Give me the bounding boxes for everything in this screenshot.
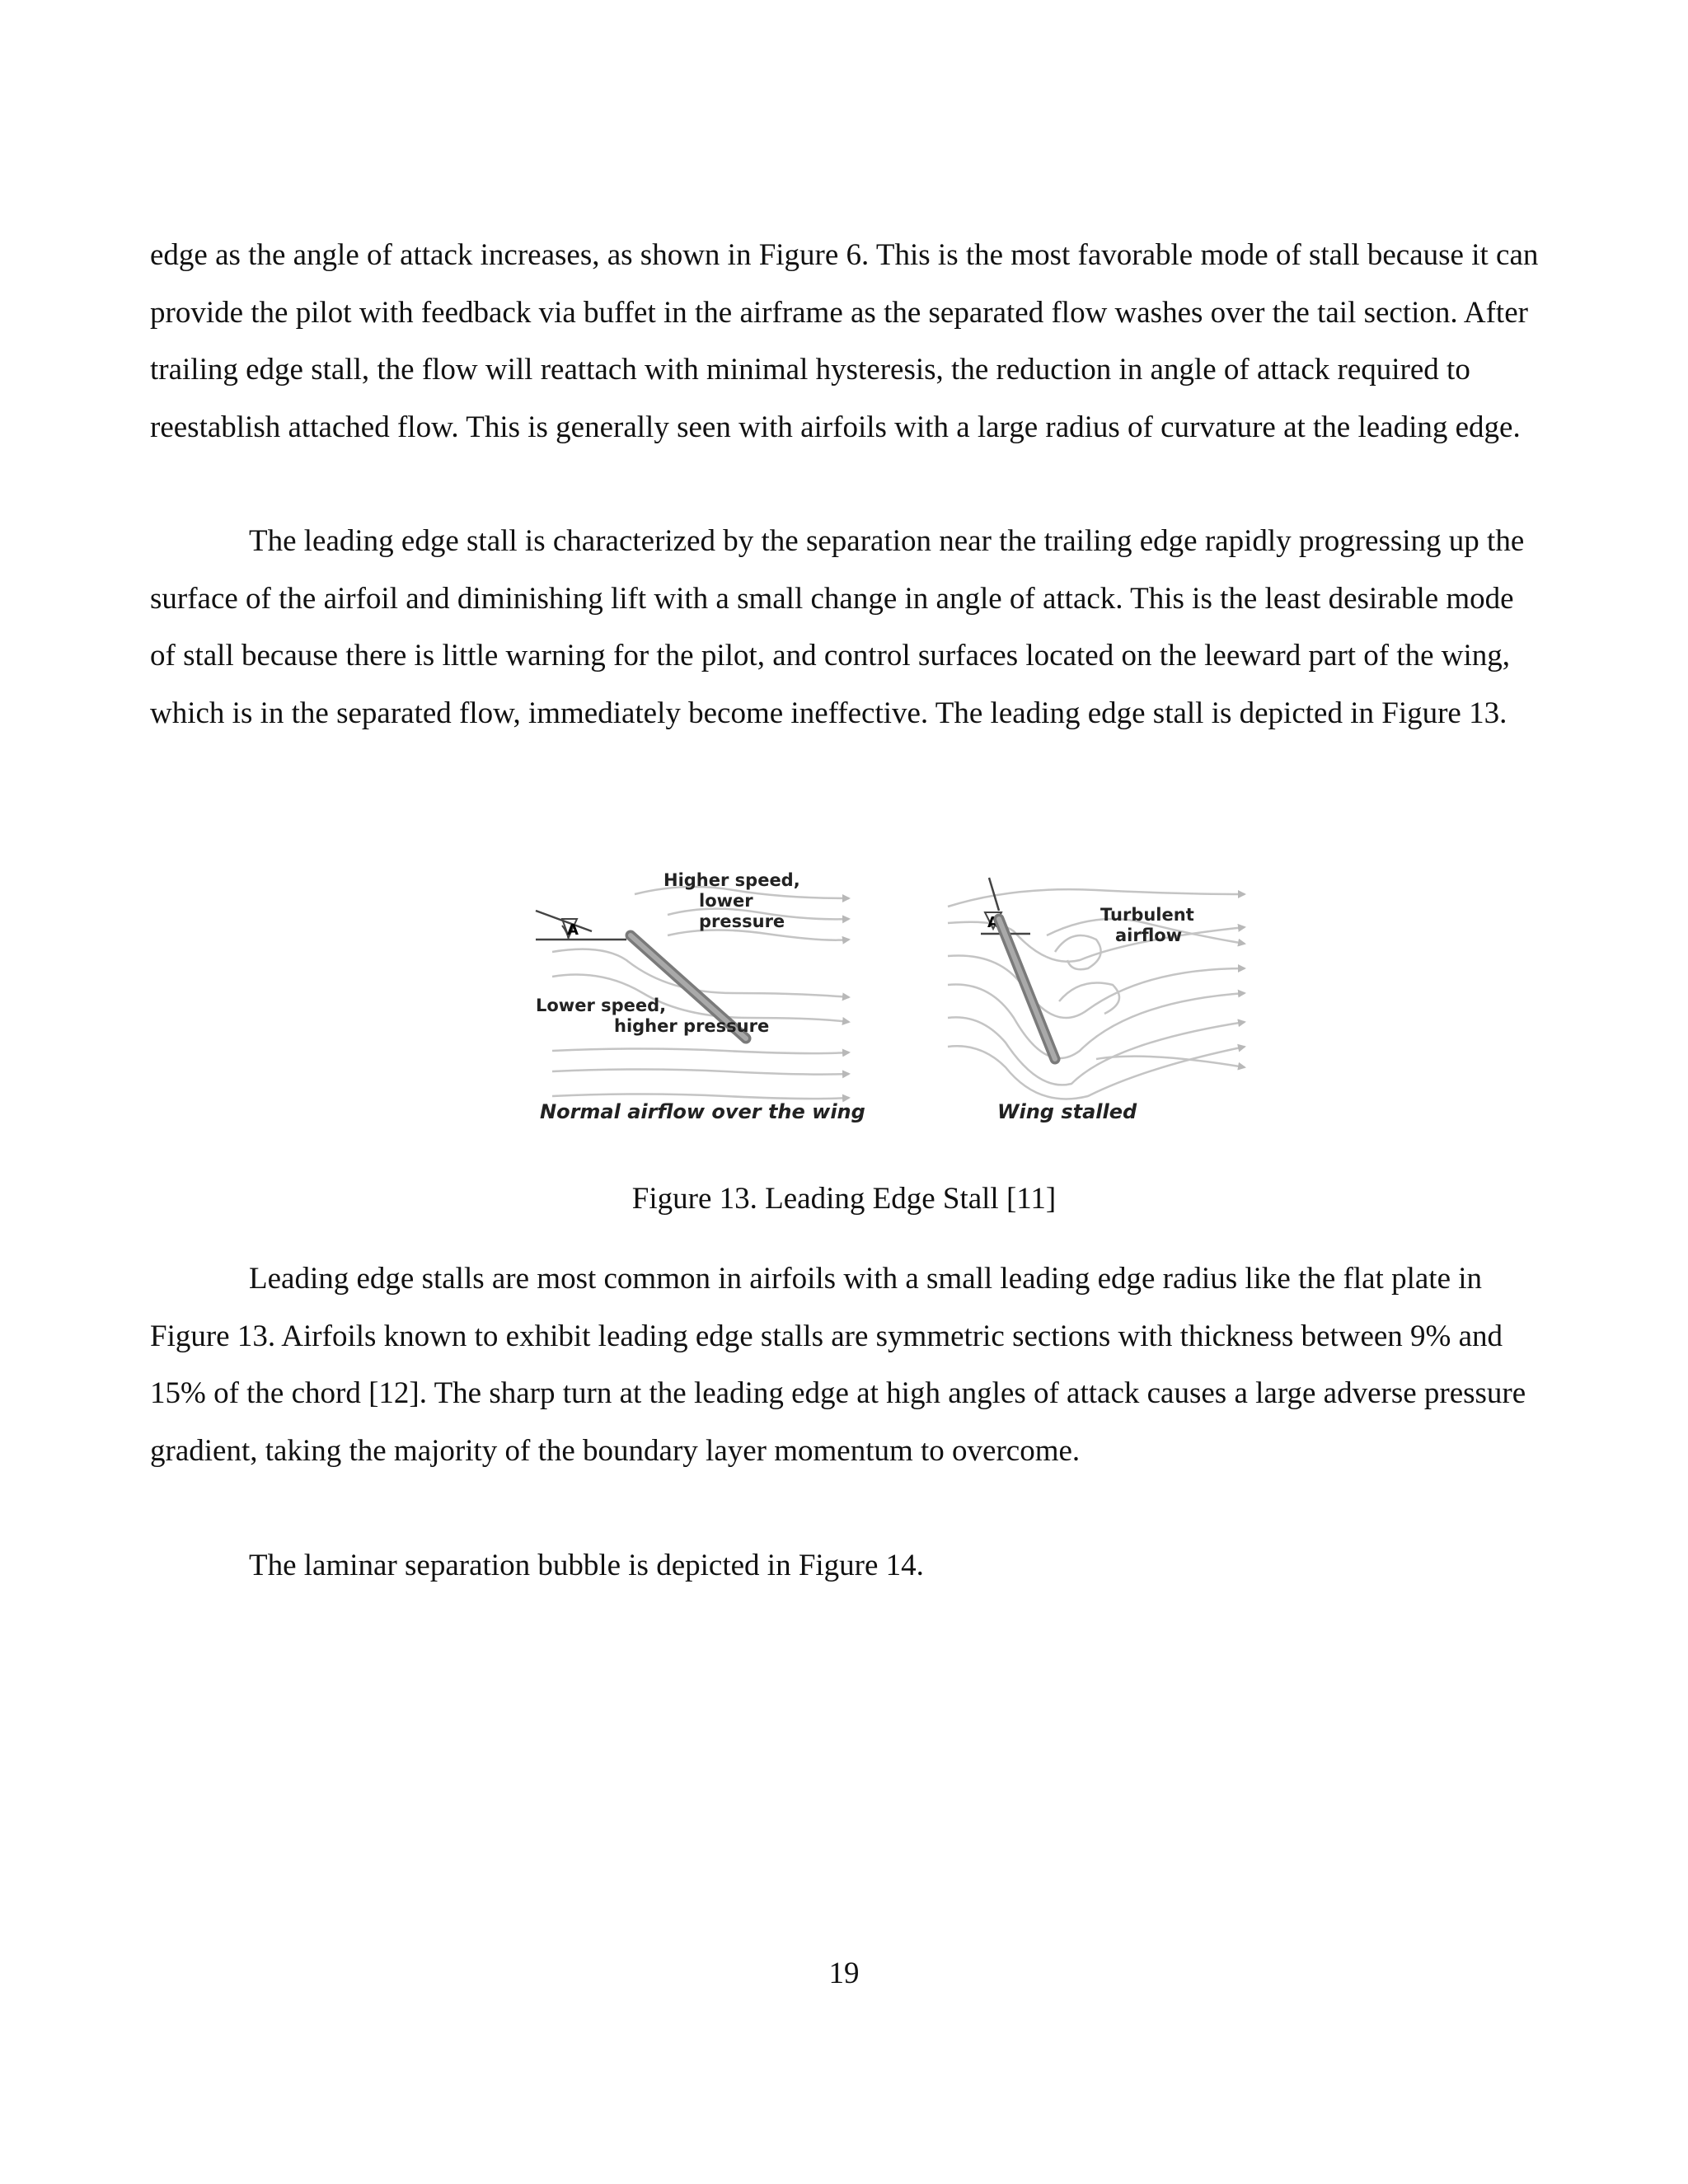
higher-pressure-label: higher pressure bbox=[614, 1016, 770, 1036]
figure-leading-edge-stall bbox=[519, 861, 1261, 1141]
lower-speed-label: Lower speed, bbox=[536, 996, 667, 1015]
higher-speed-label: Higher speed, bbox=[663, 870, 800, 890]
normal-airflow-title: Normal airflow over the wing bbox=[540, 1100, 865, 1123]
body-paragraph-1: edge as the angle of attack increases, as shown in Figure 6. This is the most favorable mode of stall because it can provide the pilot with feedback via buffet in the airframe as the separated flow washes over the tail section. After trailing edge stall, the flow will reattach with minimal hysteresis, the reduction in angle of attack required to reestablish attached flow. This is generally seen with airfoils with a large radius of curvature at the leading edge. bbox=[150, 238, 1539, 444]
body-paragraph-3: Leading edge stalls are most common in airfoils with a small leading edge radius like the flat plate in Figure 13. Airfoils known to exhibit leading edge stalls are symmetric sections with thickness between 9% and 15% of the chord [12]. The sharp turn at the leading edge at high angles of attack causes a large adverse pressure gradient, taking the majority of the boundary layer momentum to overcome. bbox=[150, 1262, 1526, 1468]
body-paragraph-4: The laminar separation bubble is depicted in Figure 14. bbox=[249, 1549, 924, 1582]
wing-stalled-title: Wing stalled bbox=[997, 1100, 1137, 1123]
right-angle-label: A bbox=[987, 914, 999, 931]
lower-label: lower bbox=[699, 891, 753, 911]
left-angle-label: A bbox=[567, 921, 579, 939]
page-number: 19 bbox=[828, 1957, 860, 1990]
airflow-diagram bbox=[519, 861, 1261, 1141]
pressure-label: pressure bbox=[699, 912, 785, 931]
normal-airflow-panel bbox=[536, 870, 865, 1123]
turbulent-label: Turbulent bbox=[1100, 905, 1194, 925]
figure-caption: Figure 13. Leading Edge Stall [11] bbox=[631, 1182, 1057, 1216]
stalled-airflow-panel bbox=[948, 878, 1245, 1123]
body-paragraph-2: The leading edge stall is characterized by the separation near the trailing edge rapidly progressing up the surface of the airfoil and diminishing lift with a small change in angle of attack. This is the least desirable mode of stall because there is little warning for the pilot, and control surfaces located on the leeward part of the wing, which is in the separated flow, immediately become ineffective. The leading edge stall is depicted in Figure 13. bbox=[150, 524, 1525, 730]
airflow-label: airflow bbox=[1115, 926, 1183, 945]
